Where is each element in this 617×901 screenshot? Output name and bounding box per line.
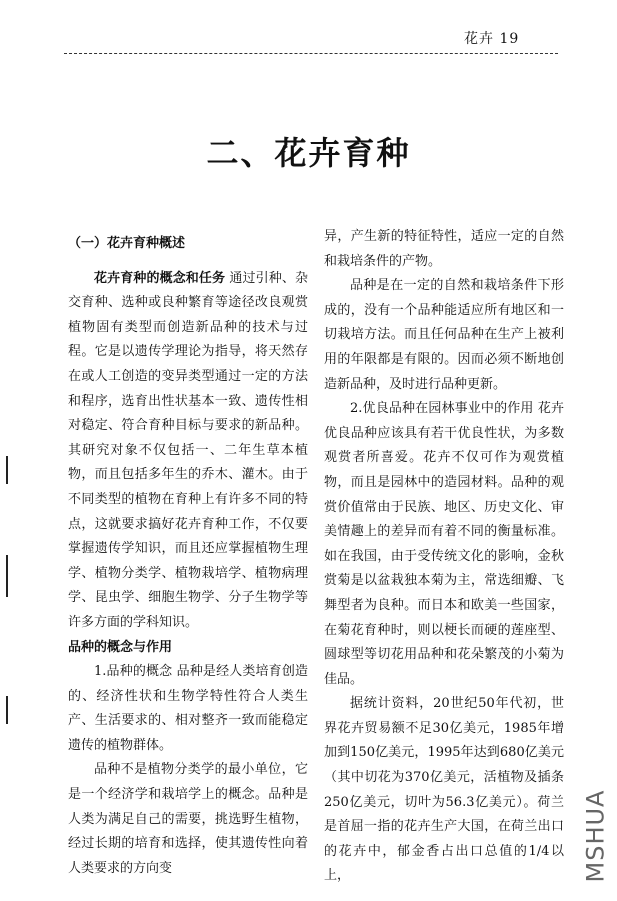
paragraph-body: 品种是经人类培育创造的、经济性状和生物学特性符合人类生产、生活要求的、相对整齐一致而能稳定遗传的植物群体。 bbox=[68, 664, 308, 753]
section-heading: （一）花卉育种概述 bbox=[68, 236, 186, 251]
left-column bbox=[68, 232, 308, 881]
binding-mark bbox=[6, 555, 8, 597]
paragraph-continued: 异，产生新的特征特性，适应一定的自然和栽培条件的产物。 bbox=[324, 229, 564, 269]
sub-heading: 品种的概念与作用 bbox=[68, 639, 173, 655]
paragraph-variety-concept bbox=[68, 660, 308, 758]
header-rule bbox=[64, 53, 558, 54]
running-header: 花卉 19 bbox=[464, 31, 520, 47]
chapter-title: 二、花卉育种 bbox=[206, 134, 411, 172]
paragraph-statistics: 据统计资料，20世纪50年代初，世界花卉贸易额不足30亿美元，1985年增加到150亿美元，1995年达到680亿美元（其中切花为370亿美元，活植物及插条250亿美元，切叶为56.3亿美元）。荷兰是首屈一指的花卉生产大国，在荷兰出口的花卉中，郁金香占出口总值的1/4以上， bbox=[324, 696, 564, 884]
watermark-text: MSHUA bbox=[581, 789, 610, 883]
paragraph-variety-not-unit: 品种不是植物分类学的最小单位，它是一个经济学和栽培学上的概念。品种是人类为满足自己的需要，挑选野生植物，经过长期的培育和选择，使其遗传性向着人类要求的方向变 bbox=[68, 762, 308, 876]
watermark bbox=[578, 786, 612, 886]
binding-mark bbox=[6, 456, 8, 484]
paragraph-concept bbox=[68, 267, 308, 636]
paragraph-body: 通过引种、杂交育种、选种或良种繁育等途径改良观赏植物固有类型而创造新品种的技术与过程。它是以遗传学理论为指导，将天然存在或人工创造的变异类型通过一定的方法和程序，选育出性状基本一致、遗传性相对稳定、符合育种目标与要求的新品种。其研究对象不仅包括一、二年生草本植物，而且包括多年生的乔木、灌木。由于不同类型的植物在育种上有许多不同的特点，这就要求搞好花卉育种工作，不仅要掌握遗传学知识，而且还应掌握植物生理学、植物分类学、植物栽培学、植物病理学、昆虫学、细胞生物学、分子生物学等许多方面的学科知识。 bbox=[68, 270, 308, 630]
paragraph-body: 花卉优良品种应该具有若干优良性状，为多数观赏者所喜爱。花卉不仅可作为观赏植物，而且是园林中的造园材料。品种的观赏价值常由于民族、地区、历史文化、审美情趣上的差异而有着不同的衡量标准。如在我国，由于受传统文化的影响，金秋赏菊是以盆栽独本菊为主，常选细瓣、飞舞型者为良种。而日本和欧美一些国家，在菊花育种时，则以梗长而硬的莲座型、圆球型等切花用品种和花朵繁茂的小菊为佳品。 bbox=[324, 401, 565, 687]
paragraph-variety-formation: 品种是在一定的自然和栽培条件下形成的，没有一个品种能适应所有地区和一切栽培方法。而且任何品种在生产上被利用的年限都是有限的。因而必须不断地创造新品种，及时进行品种更新。 bbox=[324, 278, 564, 392]
paragraph-lead: 1.品种的概念 bbox=[94, 664, 173, 680]
paragraph-lead: 花卉育种的概念和任务 bbox=[94, 270, 226, 286]
paragraph-lead: 2.优良品种在园林事业中的作用 bbox=[350, 401, 534, 417]
paragraph-fine-varieties bbox=[324, 397, 564, 692]
right-column bbox=[324, 225, 564, 889]
binding-mark bbox=[6, 696, 8, 724]
